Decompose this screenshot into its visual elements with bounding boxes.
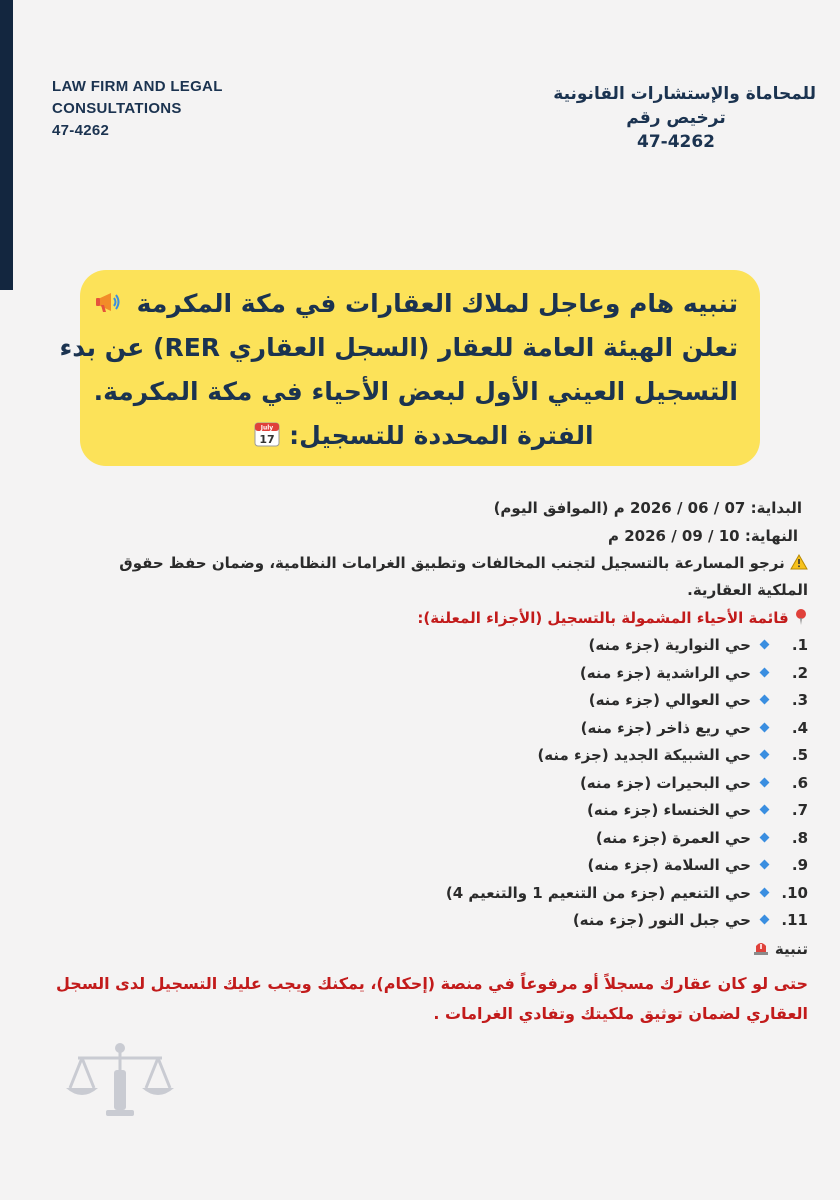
warning-icon: [790, 554, 808, 570]
district-item: [28, 687, 808, 715]
urgency-note-line-1: نرجو المسارعة بالتسجيل لتجنب المخالفات وتطبيق الغرامات النظامية، وضمان حفظ حقوق: [119, 554, 785, 572]
license-label-arabic: ترخيص رقم: [626, 108, 726, 128]
district-number: 1.: [791, 636, 808, 654]
diamond-bullet-icon: [760, 722, 770, 732]
firm-name-english: [52, 76, 312, 142]
district-number: 7.: [791, 801, 808, 819]
start-date: البداية: 07 / 06 / 2026 م (الموافق اليوم): [493, 499, 802, 517]
banner-headline: تنبيه هام وعاجل لملاك العقارات في مكة المكرمة: [136, 289, 738, 318]
district-name: حي الخنساء (جزء منه): [587, 801, 751, 819]
diamond-bullet-icon: [760, 640, 770, 650]
firm-name-arabic-line-1: للمحاماة والإستشارات القانونية: [553, 84, 816, 104]
megaphone-icon: [94, 288, 122, 316]
diamond-bullet-icon: [760, 695, 770, 705]
districts-list: [28, 632, 808, 935]
diamond-bullet-icon: [760, 887, 770, 897]
diamond-bullet-icon: [760, 915, 770, 925]
diamond-bullet-icon: [760, 777, 770, 787]
district-number: 6.: [791, 773, 808, 792]
district-item: [28, 880, 808, 908]
banner-line-2: تعلن الهيئة العامة للعقار (السجل العقاري RER) عن بدء: [59, 333, 738, 362]
warning-label: تنبية: [774, 939, 808, 958]
district-item: [28, 770, 808, 798]
pin-icon: [794, 608, 808, 626]
district-number: 11.: [781, 911, 808, 929]
banner-line-4: [102, 414, 738, 458]
district-number: 2.: [791, 663, 808, 682]
district-name: حي الراشدية (جزء منه): [579, 663, 751, 682]
warning-heading: [28, 935, 808, 963]
district-number: 5.: [791, 746, 808, 764]
diamond-bullet-icon: [760, 860, 770, 870]
district-item: [28, 660, 808, 688]
diamond-bullet-icon: [760, 805, 770, 815]
district-number: 3.: [791, 691, 808, 709]
announcement-banner: [59, 270, 760, 466]
district-name: حي النوارية (جزء منه): [588, 636, 751, 654]
district-item: [28, 825, 808, 853]
district-item: [28, 715, 808, 743]
districts-list-title-text: قائمة الأحياء المشمولة بالتسجيل (الأجزاء المعلنة):: [417, 609, 789, 627]
final-warning-line-1: حتى لو كان عقارك مسجلاً أو مرفوعاً في منصة (إحكام)، يمكنك ويجب عليك التسجيل لدى السجل: [56, 973, 808, 993]
firm-name-line-2: CONSULTATIONS: [52, 100, 182, 117]
district-item: [28, 852, 808, 880]
end-date: النهاية: 10 / 09 / 2026 م: [608, 527, 798, 545]
district-name: حي العوالي (جزء منه): [588, 691, 751, 709]
district-name: حي السلامة (جزء منه): [587, 856, 751, 874]
urgency-note-line-2: الملكية العقارية.: [687, 581, 808, 599]
district-item: [28, 742, 808, 770]
district-number: 4.: [791, 718, 808, 737]
diamond-bullet-icon: [760, 832, 770, 842]
firm-name-line-1: LAW FIRM AND LEGAL: [52, 78, 223, 95]
calendar-month: July: [261, 424, 274, 432]
banner-line-1: [102, 282, 738, 326]
district-number: 10.: [781, 883, 808, 902]
announcement-body: [28, 494, 808, 1029]
district-item: [28, 907, 808, 935]
final-warning: [28, 969, 808, 1029]
license-number-arabic: 47-4262: [636, 132, 716, 152]
registration-period-label: الفترة المحددة للتسجيل:: [289, 421, 594, 450]
urgency-note: [28, 550, 808, 604]
siren-icon: [752, 938, 770, 956]
district-item: [28, 797, 808, 825]
district-number: 9.: [791, 856, 808, 874]
districts-list-title: [28, 604, 808, 632]
side-accent-bar: [0, 0, 13, 290]
firm-name-arabic: [496, 82, 816, 154]
district-name: حي جبل النور (جزء منه): [572, 911, 751, 929]
district-name: حي العمرة (جزء منه): [595, 828, 751, 847]
district-item: [28, 632, 808, 660]
district-name: حي التنعيم (جزء من التنعيم 1 والتنعيم 4): [445, 883, 751, 902]
scales-of-justice-logo: [60, 1040, 180, 1120]
district-name: حي ريع ذاخر (جزء منه): [580, 718, 751, 737]
district-name: حي البحيرات (جزء منه): [579, 773, 751, 792]
calendar-icon: [254, 421, 280, 447]
license-number-english: 47-4262: [52, 122, 110, 139]
diamond-bullet-icon: [760, 750, 770, 760]
final-warning-line-2: العقاري لضمان توثيق ملكيتك وتفادي الغرامات .: [433, 1003, 808, 1023]
diamond-bullet-icon: [760, 667, 770, 677]
calendar-day: 17: [259, 433, 276, 446]
district-number: 8.: [791, 828, 808, 847]
district-name: حي الشبيكة الجديد (جزء منه): [537, 746, 751, 764]
banner-line-3: التسجيل العيني الأول لبعض الأحياء في مكة المكرمة.: [93, 377, 738, 406]
